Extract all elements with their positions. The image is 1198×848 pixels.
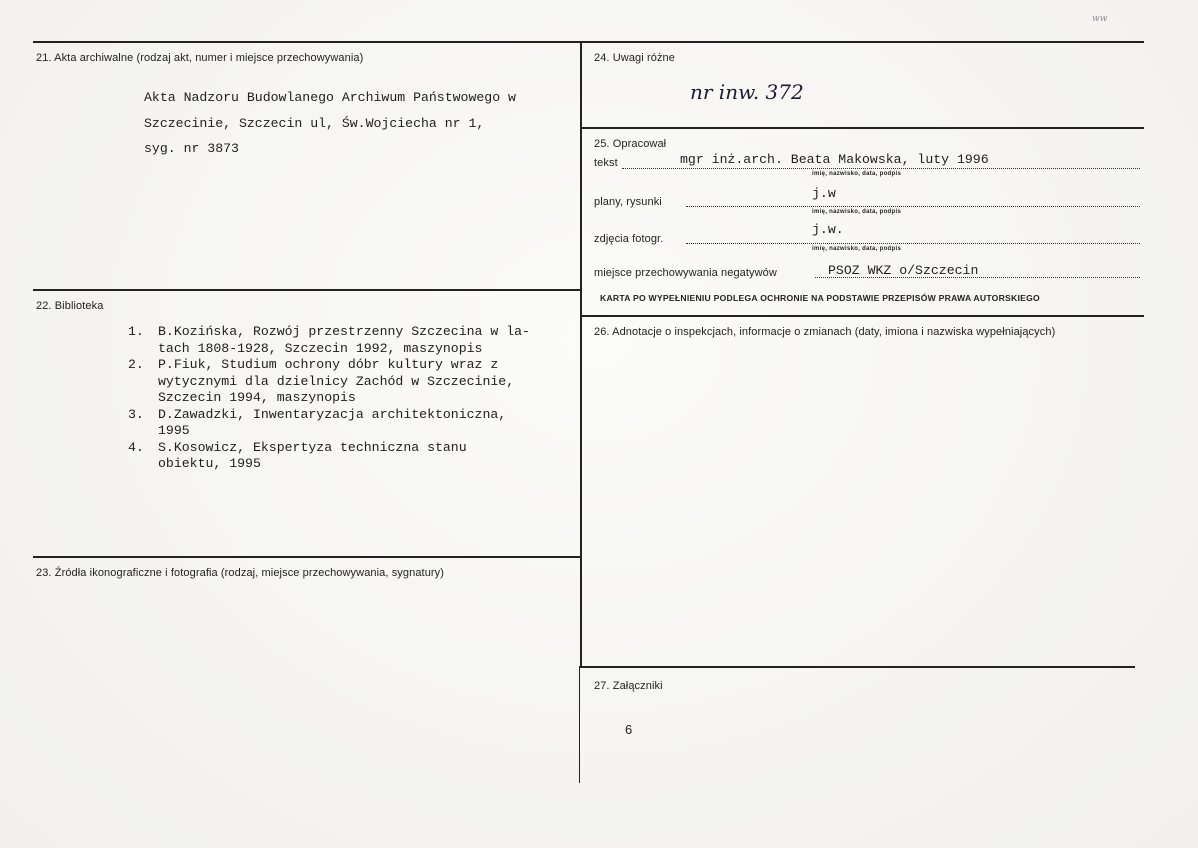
tekst-line [622, 168, 1140, 169]
center-divider [580, 41, 582, 668]
plany-value: j.w [812, 186, 836, 201]
section-23-label: 23. Źródła ikonograficzne i fotografia (rodzaj, miejsce przechowywania, sygnatury) [36, 567, 445, 579]
attachments-count: 6 [625, 722, 633, 737]
plany-caption: imię, nazwisko, data, podpis [812, 209, 902, 215]
tekst-label: tekst [594, 157, 618, 169]
top-rule [33, 41, 1144, 43]
miejsce-value: PSOZ WKZ o/Szczecin [828, 263, 979, 278]
bibliography-item [128, 324, 552, 357]
section-21-label: 21. Akta archiwalne (rodzaj akt, numer i miejsce przechowywania) [36, 52, 364, 64]
bibliography-line: Szczecin 1994, maszynopis [158, 390, 356, 405]
section-22-label: 22. Biblioteka [36, 300, 104, 312]
section-25-label: 25. Opracował [594, 138, 667, 150]
bibliography-line: tach 1808-1928, Szczecin 1992, maszynopis [158, 340, 483, 356]
miejsce-label: miejsce przechowywania negatywów [594, 267, 777, 279]
section-27-label: 27. Załączniki [594, 680, 663, 692]
archive-line-1: Akta Nadzoru Budowlanego Archiwum Państwowego w [144, 90, 516, 105]
bibliography-item [128, 440, 552, 473]
zdjecia-value: j.w. [812, 222, 844, 237]
bibliography-list [128, 324, 552, 473]
bibliography-item [128, 357, 552, 407]
tekst-caption: imię, nazwisko, data, podpis [812, 171, 902, 177]
bibliography-line: P.Fiuk, Studium ochrony dóbr kultury wraz z [158, 357, 499, 372]
divider-22-23 [33, 556, 581, 558]
bibliography-line: B.Kozińska, Rozwój przestrzenny Szczecina w la- [158, 324, 530, 339]
bibliography-number: 1. [128, 324, 144, 339]
plany-line [686, 206, 1140, 207]
bibliography-text [158, 357, 552, 407]
section-26-label: 26. Adnotacje o inspekcjach, informacje o zmianach (daty, imiona i nazwiska wypełniających) [594, 326, 1056, 338]
zdjecia-label: zdjęcia fotogr. [594, 233, 664, 245]
bibliography-text [158, 440, 552, 473]
archive-line-2: Szczecinie, Szczecin ul, Św.Wojciecha nr 1, [144, 116, 485, 131]
plany-label: plany, rysunki [594, 196, 662, 208]
inventory-number-handwritten: nr inw. 372 [690, 80, 804, 104]
bibliography-line: S.Kosowicz, Ekspertyza techniczna stanu [158, 439, 467, 455]
section-24-label: 24. Uwagi różne [594, 52, 675, 64]
divider-21-22 [33, 289, 581, 291]
bibliography-text [158, 407, 552, 440]
bibliography-line: wytycznymi dla dzielnicy Zachód w Szczecinie, [158, 373, 515, 389]
bibliography-number: 3. [128, 406, 144, 422]
corner-mark: ww [1092, 14, 1108, 24]
bibliography-text [158, 324, 552, 357]
bibliography-line: obiektu, 1995 [158, 456, 261, 471]
bibliography-item [128, 407, 552, 440]
archive-line-3: syg. nr 3873 [144, 141, 239, 156]
bibliography-number: 4. [128, 439, 144, 455]
center-divider-lower [579, 668, 580, 783]
bibliography-line: 1995 [158, 423, 190, 438]
divider-24-25 [581, 127, 1144, 129]
zdjecia-caption: imię, nazwisko, data, podpis [812, 246, 902, 252]
divider-26-27 [579, 666, 1135, 668]
tekst-value: mgr inż.arch. Beata Makowska, luty 1996 [680, 152, 989, 167]
copyright-notice: KARTA PO WYPEŁNIENIU PODLEGA OCHRONIE NA PODSTAWIE PRZEPISÓW PRAWA AUTORSKIEGO [600, 293, 1040, 303]
bibliography-number: 2. [128, 357, 144, 372]
zdjecia-line [686, 243, 1140, 244]
divider-25-26 [581, 315, 1144, 317]
bibliography-line: D.Zawadzki, Inwentaryzacja architektoniczna, [158, 406, 507, 422]
